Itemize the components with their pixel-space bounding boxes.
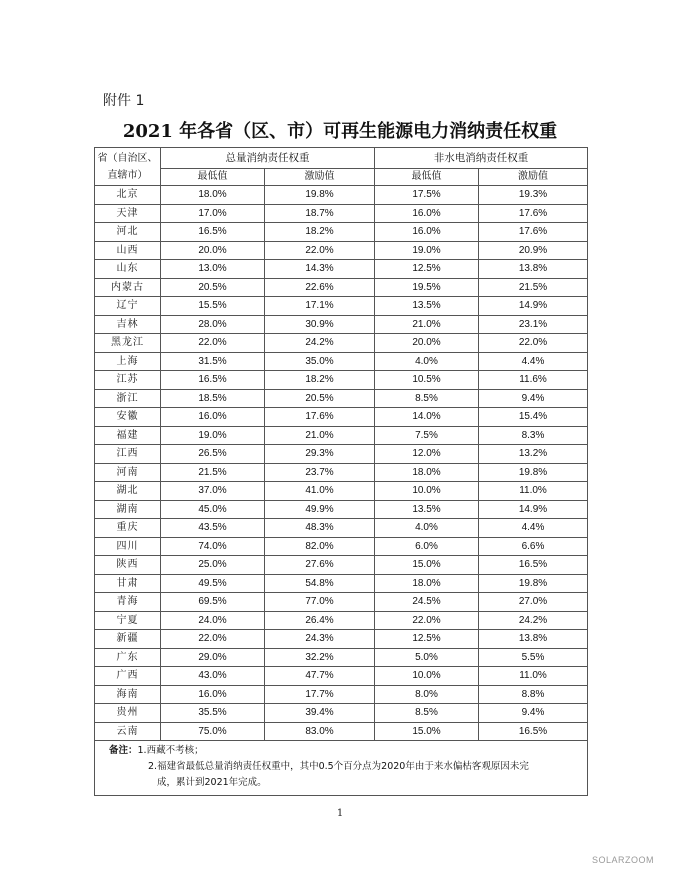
nonhydro-incentive-cell: 8.3% (479, 426, 588, 445)
nonhydro-incentive-cell: 14.9% (479, 500, 588, 519)
province-cell: 四川 (95, 537, 161, 556)
total-incentive-cell: 77.0% (265, 593, 375, 612)
nonhydro-min-cell: 19.5% (375, 278, 479, 297)
total-incentive-cell: 83.0% (265, 722, 375, 741)
total-incentive-cell: 47.7% (265, 667, 375, 686)
table-row (95, 574, 588, 593)
province-cell: 广东 (95, 648, 161, 667)
nonhydro-incentive-cell: 19.8% (479, 463, 588, 482)
total-min-cell: 15.5% (161, 297, 265, 316)
total-incentive-cell: 35.0% (265, 352, 375, 371)
total-min-cell: 18.5% (161, 389, 265, 408)
nonhydro-min-cell: 14.0% (375, 408, 479, 427)
province-cell: 福建 (95, 426, 161, 445)
nonhydro-min-cell: 6.0% (375, 537, 479, 556)
province-cell: 安徽 (95, 408, 161, 427)
nonhydro-min-cell: 15.0% (375, 722, 479, 741)
nonhydro-min-header: 最低值 (375, 169, 479, 186)
nonhydro-min-cell: 8.5% (375, 389, 479, 408)
responsibility-weight-table (94, 147, 588, 796)
table-row (95, 648, 588, 667)
nonhydro-min-cell: 5.0% (375, 648, 479, 667)
table-row (95, 722, 588, 741)
page-number: 1 (336, 808, 344, 819)
notes (95, 741, 588, 796)
province-cell: 天津 (95, 204, 161, 223)
province-cell: 重庆 (95, 519, 161, 538)
nonhydro-min-cell: 4.0% (375, 519, 479, 538)
nonhydro-incentive-cell: 5.5% (479, 648, 588, 667)
table-row (95, 352, 588, 371)
total-min-cell: 43.0% (161, 667, 265, 686)
total-incentive-cell: 54.8% (265, 574, 375, 593)
nonhydro-min-cell: 19.0% (375, 241, 479, 260)
province-cell: 青海 (95, 593, 161, 612)
total-incentive-cell: 21.0% (265, 426, 375, 445)
total-incentive-cell: 23.7% (265, 463, 375, 482)
nonhydro-min-cell: 8.5% (375, 704, 479, 723)
table-row (95, 593, 588, 612)
total-min-cell: 28.0% (161, 315, 265, 334)
province-cell: 贵州 (95, 704, 161, 723)
nonhydro-min-cell: 13.5% (375, 297, 479, 316)
table-row (95, 315, 588, 334)
total-min-cell: 16.5% (161, 223, 265, 242)
province-cell: 上海 (95, 352, 161, 371)
nonhydro-incentive-cell: 22.0% (479, 334, 588, 353)
total-incentive-cell: 19.8% (265, 186, 375, 205)
nonhydro-incentive-header: 激励值 (479, 169, 588, 186)
province-cell: 黑龙江 (95, 334, 161, 353)
total-incentive-cell: 27.6% (265, 556, 375, 575)
total-incentive-cell: 26.4% (265, 611, 375, 630)
province-cell: 浙江 (95, 389, 161, 408)
nonhydro-incentive-cell: 11.0% (479, 482, 588, 501)
nonhydro-min-cell: 16.0% (375, 223, 479, 242)
total-min-cell: 37.0% (161, 482, 265, 501)
nonhydro-incentive-cell: 23.1% (479, 315, 588, 334)
total-incentive-cell: 41.0% (265, 482, 375, 501)
total-incentive-cell: 17.1% (265, 297, 375, 316)
nonhydro-min-cell: 15.0% (375, 556, 479, 575)
nonhydro-incentive-cell: 21.5% (479, 278, 588, 297)
nonhydro-incentive-cell: 20.9% (479, 241, 588, 260)
table-row (95, 204, 588, 223)
nonhydro-min-cell: 7.5% (375, 426, 479, 445)
table-row (95, 334, 588, 353)
total-min-cell: 25.0% (161, 556, 265, 575)
total-min-cell: 20.0% (161, 241, 265, 260)
province-cell: 山东 (95, 260, 161, 279)
total-min-cell: 45.0% (161, 500, 265, 519)
province-cell: 河南 (95, 463, 161, 482)
total-min-cell: 35.5% (161, 704, 265, 723)
total-min-cell: 24.0% (161, 611, 265, 630)
total-min-header: 最低值 (161, 169, 265, 186)
nonhydro-incentive-cell: 16.5% (479, 556, 588, 575)
table-row (95, 500, 588, 519)
total-min-cell: 21.5% (161, 463, 265, 482)
total-weight-header: 总量消纳责任权重 (161, 148, 375, 169)
province-cell: 海南 (95, 685, 161, 704)
table-row (95, 260, 588, 279)
province-cell: 湖北 (95, 482, 161, 501)
total-min-cell: 43.5% (161, 519, 265, 538)
table-row (95, 556, 588, 575)
table-row (95, 426, 588, 445)
total-min-cell: 74.0% (161, 537, 265, 556)
nonhydro-min-cell: 18.0% (375, 463, 479, 482)
total-incentive-cell: 29.3% (265, 445, 375, 464)
total-incentive-cell: 22.6% (265, 278, 375, 297)
total-incentive-cell: 82.0% (265, 537, 375, 556)
total-incentive-cell: 39.4% (265, 704, 375, 723)
total-min-cell: 69.5% (161, 593, 265, 612)
note-2-line-1: 2.福建省最低总量消纳责任权重中，其中0.5个百分点为2020年由于来水偏枯客观原因未完 (148, 761, 529, 772)
table-row (95, 297, 588, 316)
province-cell: 新疆 (95, 630, 161, 649)
total-min-cell: 18.0% (161, 186, 265, 205)
nonhydro-min-cell: 21.0% (375, 315, 479, 334)
table-row (95, 408, 588, 427)
total-min-cell: 75.0% (161, 722, 265, 741)
table-row (95, 667, 588, 686)
province-cell: 云南 (95, 722, 161, 741)
total-min-cell: 29.0% (161, 648, 265, 667)
total-min-cell: 13.0% (161, 260, 265, 279)
province-cell: 江西 (95, 445, 161, 464)
nonhydro-min-cell: 10.0% (375, 667, 479, 686)
table-row (95, 685, 588, 704)
nonhydro-incentive-cell: 6.6% (479, 537, 588, 556)
nonhydro-min-cell: 12.0% (375, 445, 479, 464)
total-min-cell: 16.0% (161, 685, 265, 704)
table-row (95, 445, 588, 464)
note-1: 1.西藏不考核； (137, 745, 204, 756)
nonhydro-min-cell: 13.5% (375, 500, 479, 519)
province-cell: 广西 (95, 667, 161, 686)
province-cell: 陕西 (95, 556, 161, 575)
nonhydro-incentive-cell: 16.5% (479, 722, 588, 741)
table-row (95, 630, 588, 649)
total-incentive-cell: 14.3% (265, 260, 375, 279)
nonhydro-incentive-cell: 15.4% (479, 408, 588, 427)
nonhydro-weight-header: 非水电消纳责任权重 (375, 148, 588, 169)
table-row (95, 371, 588, 390)
nonhydro-incentive-cell: 13.8% (479, 630, 588, 649)
table-row (95, 241, 588, 260)
nonhydro-min-cell: 12.5% (375, 260, 479, 279)
province-cell: 山西 (95, 241, 161, 260)
province-cell: 吉林 (95, 315, 161, 334)
nonhydro-min-cell: 16.0% (375, 204, 479, 223)
table-row (95, 519, 588, 538)
province-cell: 辽宁 (95, 297, 161, 316)
nonhydro-min-cell: 12.5% (375, 630, 479, 649)
total-incentive-cell: 17.7% (265, 685, 375, 704)
total-min-cell: 16.5% (161, 371, 265, 390)
table-row (95, 389, 588, 408)
total-incentive-cell: 22.0% (265, 241, 375, 260)
note-2-line-2: 成，累计到2021年完成。 (157, 777, 267, 788)
province-cell: 甘肃 (95, 574, 161, 593)
total-incentive-cell: 30.9% (265, 315, 375, 334)
nonhydro-incentive-cell: 14.9% (479, 297, 588, 316)
total-min-cell: 22.0% (161, 630, 265, 649)
province-cell: 江苏 (95, 371, 161, 390)
nonhydro-min-cell: 20.0% (375, 334, 479, 353)
watermark: SOLARZOOM (591, 855, 654, 865)
table-body (95, 186, 588, 741)
nonhydro-incentive-cell: 9.4% (479, 389, 588, 408)
nonhydro-incentive-cell: 13.2% (479, 445, 588, 464)
nonhydro-incentive-cell: 9.4% (479, 704, 588, 723)
attachment-label: 附件 1 (103, 93, 145, 109)
total-min-cell: 22.0% (161, 334, 265, 353)
total-incentive-cell: 20.5% (265, 389, 375, 408)
total-incentive-cell: 18.7% (265, 204, 375, 223)
province-cell: 河北 (95, 223, 161, 242)
nonhydro-incentive-cell: 19.3% (479, 186, 588, 205)
total-incentive-cell: 48.3% (265, 519, 375, 538)
total-incentive-cell: 18.2% (265, 223, 375, 242)
total-incentive-cell: 24.3% (265, 630, 375, 649)
province-cell: 北京 (95, 186, 161, 205)
nonhydro-incentive-cell: 17.6% (479, 204, 588, 223)
nonhydro-min-cell: 8.0% (375, 685, 479, 704)
nonhydro-incentive-cell: 11.0% (479, 667, 588, 686)
nonhydro-min-cell: 18.0% (375, 574, 479, 593)
table-row (95, 278, 588, 297)
nonhydro-min-cell: 24.5% (375, 593, 479, 612)
nonhydro-min-cell: 10.5% (375, 371, 479, 390)
table-row (95, 223, 588, 242)
notes-label: 备注： (109, 745, 138, 756)
nonhydro-incentive-cell: 11.6% (479, 371, 588, 390)
total-min-cell: 17.0% (161, 204, 265, 223)
total-min-cell: 31.5% (161, 352, 265, 371)
total-incentive-cell: 17.6% (265, 408, 375, 427)
table-row (95, 704, 588, 723)
total-min-cell: 19.0% (161, 426, 265, 445)
nonhydro-min-cell: 10.0% (375, 482, 479, 501)
nonhydro-incentive-cell: 17.6% (479, 223, 588, 242)
total-incentive-header: 激励值 (265, 169, 375, 186)
table-row (95, 537, 588, 556)
total-min-cell: 49.5% (161, 574, 265, 593)
total-incentive-cell: 18.2% (265, 371, 375, 390)
province-cell: 湖南 (95, 500, 161, 519)
total-min-cell: 26.5% (161, 445, 265, 464)
nonhydro-incentive-cell: 4.4% (479, 352, 588, 371)
province-cell: 宁夏 (95, 611, 161, 630)
document-title: 2021 年各省（区、市）可再生能源电力消纳责任权重 (122, 121, 558, 142)
total-incentive-cell: 32.2% (265, 648, 375, 667)
table-row (95, 482, 588, 501)
table-row (95, 463, 588, 482)
table-row (95, 186, 588, 205)
nonhydro-min-cell: 4.0% (375, 352, 479, 371)
total-min-cell: 16.0% (161, 408, 265, 427)
nonhydro-min-cell: 17.5% (375, 186, 479, 205)
total-incentive-cell: 24.2% (265, 334, 375, 353)
province-header: 省（自治区、 直辖市） (95, 148, 161, 186)
nonhydro-incentive-cell: 27.0% (479, 593, 588, 612)
total-min-cell: 20.5% (161, 278, 265, 297)
nonhydro-incentive-cell: 4.4% (479, 519, 588, 538)
nonhydro-min-cell: 22.0% (375, 611, 479, 630)
nonhydro-incentive-cell: 19.8% (479, 574, 588, 593)
table-row (95, 611, 588, 630)
nonhydro-incentive-cell: 13.8% (479, 260, 588, 279)
total-incentive-cell: 49.9% (265, 500, 375, 519)
nonhydro-incentive-cell: 24.2% (479, 611, 588, 630)
nonhydro-incentive-cell: 8.8% (479, 685, 588, 704)
province-cell: 内蒙古 (95, 278, 161, 297)
